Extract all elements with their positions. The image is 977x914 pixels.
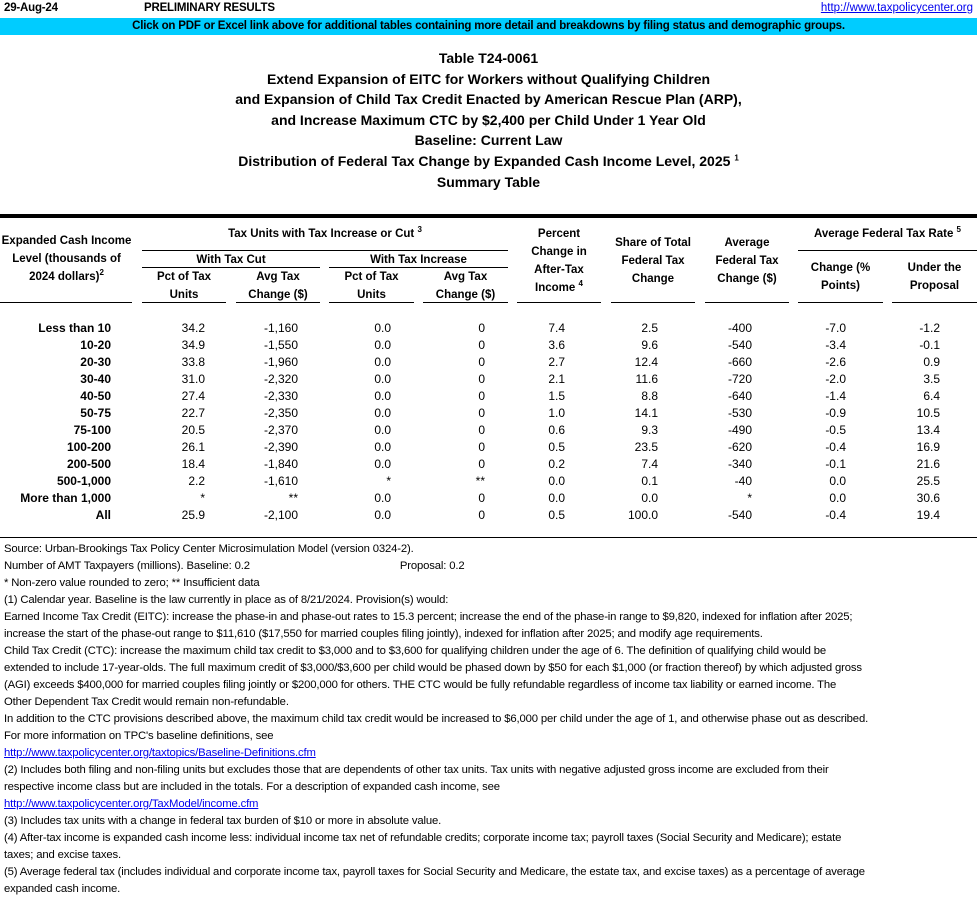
increase-avg-change: 0 [478,389,485,403]
avg-federal-change: -620 [727,440,752,454]
note-1: (1) Calendar year. Baseline is the law currently in place as of 8/21/2024. Provision(s) would: [4,594,449,606]
eitc-note-2: increase the start of the phase-out range to $11,610 ($17,550 for married couples filing jointly), indexed for inflation after 2025; and modify age requirements. [4,628,763,640]
share-total-change: 0.1 [641,474,658,488]
header-text: Units [357,289,386,301]
header-text: Pct of Tax [344,271,399,283]
header-avg-fed [705,234,789,288]
preliminary-label: PRELIMINARY RESULTS [144,2,275,14]
amt-note [4,558,976,575]
header-pct-after-tax [517,225,601,297]
avg-federal-change: -490 [727,423,752,437]
header-tax-units-group [142,225,508,243]
rate-under-proposal: 3.5 [923,372,940,386]
header-with-tax-increase: With Tax Increase [370,254,467,266]
income-level: Less than 10 [38,321,111,335]
note-3: (3) Includes tax units with a change in federal tax burden of $10 or more in absolute value. [4,815,442,827]
increase-avg-change: 0 [478,355,485,369]
table-row [0,337,940,354]
more-info-note: For more information on TPC's baseline definitions, see [4,730,274,742]
underline [517,302,601,303]
report-date: 29-Aug-24 [4,2,58,14]
header-text: Avg Tax [443,271,488,283]
header-text: Percent [537,228,581,240]
increase-avg-change: 0 [478,406,485,420]
increase-pct-units: 0.0 [374,406,391,420]
cut-avg-change: -1,160 [263,321,298,335]
header-top-rule [0,214,977,218]
amt-baseline: Number of AMT Taxpayers (millions). Baseline: 0.2 [4,560,250,572]
increase-avg-change: 0 [478,508,485,522]
legend-note: * Non-zero value rounded to zero; ** Insufficient data [4,577,260,589]
header-text: Level (thousands of [12,253,121,265]
tpc-home-link[interactable]: http://www.taxpolicycenter.org [820,2,973,14]
header-text: Average Federal Tax Rate [814,228,954,240]
note-2a: (2) Includes both filing and non-filing units but excludes those that are dependents of other tax units. Tax units with negative adjusted gross income are excluded from their [4,764,829,776]
note-5b: expanded cash income. [4,883,121,895]
footnote-ref: 4 [578,279,583,289]
share-total-change: 0.0 [641,491,658,505]
share-total-change: 2.5 [641,321,658,335]
header-with-tax-cut: With Tax Cut [196,254,266,266]
rate-under-proposal: 16.9 [916,440,940,454]
underline [0,302,132,303]
header-text: Change ($) [248,289,308,301]
share-total-change: 14.1 [634,406,658,420]
header-text: After-Tax [534,264,584,276]
header-text: Share of Total [615,237,691,249]
header-text: Pct of Tax [156,271,212,283]
note-2b: respective income class but are included in the totals. For a description of expanded cash income, see [4,781,500,793]
distribution-text: Distribution of Federal Tax Change by Expanded Cash Income Level, 2025 [238,152,731,169]
header-text: Federal Tax [715,255,779,267]
rate-under-proposal: -1.2 [919,321,940,335]
increase-pct-units: 0.0 [374,423,391,437]
pct-change-after-tax: 0.0 [548,491,565,505]
footnote-ref: 2 [99,268,104,278]
header-text: Change ($) [717,273,777,285]
increase-avg-change: 0 [478,423,485,437]
rate-change: -1.4 [825,389,846,403]
distribution-table [0,320,940,524]
avg-federal-change: -530 [727,406,752,420]
rate-change: 0.0 [829,491,846,505]
increase-avg-change: 0 [478,440,485,454]
header-text: 2024 dollars) [29,271,100,283]
pct-change-after-tax: 2.7 [548,355,565,369]
header-text: Average [724,237,770,249]
ctc-note-1: Child Tax Credit (CTC): increase the maximum child tax credit to $3,000 and to $3,600 for qualifying children under the age of 6. The definition of qualifying child would be [4,645,827,657]
cut-avg-change: -1,840 [263,457,298,471]
cut-pct-units: 31.0 [181,372,205,386]
rate-change: -3.4 [825,338,846,352]
pct-change-after-tax: 3.6 [548,338,565,352]
header-inc-avg [423,268,508,304]
table-row [0,371,940,388]
income-level: 500-1,000 [56,474,111,488]
rate-under-proposal: 0.9 [923,355,940,369]
header-text: Change ($) [435,289,496,301]
top-bar [0,0,977,17]
pct-change-after-tax: 0.2 [548,457,565,471]
income-level: 20-30 [80,355,111,369]
income-level: 200-500 [66,457,111,471]
increase-pct-units: * [386,474,391,488]
header-text: Change in [531,246,587,258]
header-text: Expanded Cash Income [1,235,132,247]
pct-change-after-tax: 7.4 [548,321,565,335]
header-cut-pct [142,268,226,304]
table-bottom-rule [0,537,977,538]
rate-under-proposal: 25.5 [916,474,940,488]
summary-title: Summary Table [436,173,541,190]
cut-pct-units: * [200,491,205,505]
increase-pct-units: 0.0 [374,440,391,454]
increase-pct-units: 0.0 [374,372,391,386]
table-row [0,473,940,490]
table-row [0,320,940,337]
increase-pct-units: 0.0 [374,389,391,403]
baseline-title: Baseline: Current Law [414,132,563,149]
ctc-note-3: (AGI) exceeds $400,000 for married couples filing jointly or $200,000 for others. THE CTC would be fully refundable regardless of income tax liability or earned income. The [4,679,837,691]
rate-under-proposal: 10.5 [916,406,940,420]
header-rate-change [798,259,883,295]
header-text: Units [169,289,199,301]
rate-under-proposal: 30.6 [916,491,940,505]
distribution-title [0,151,977,172]
increase-pct-units: 0.0 [374,508,391,522]
header-text: Change (% [810,262,871,274]
cut-pct-units: 34.9 [181,338,205,352]
header-text: Avg Tax [256,271,300,283]
income-level: 75-100 [73,423,111,437]
table-row [0,388,940,405]
share-total-change: 8.8 [641,389,658,403]
increase-pct-units: 0.0 [374,338,391,352]
table-row [0,354,940,371]
cut-avg-change: -1,550 [263,338,298,352]
header-text [0,268,133,286]
rate-change: -0.4 [825,508,846,522]
income-definition-link[interactable]: http://www.taxpolicycenter.org/TaxModel/income.cfm [4,798,259,810]
pct-change-after-tax: 0.5 [548,508,565,522]
header-share [611,234,695,288]
footnote-ref: 1 [734,153,739,163]
cut-pct-units: 20.5 [181,423,205,437]
cut-pct-units: 18.4 [181,457,205,471]
cut-pct-units: 26.1 [181,440,205,454]
header-inc-pct [329,268,414,304]
baseline-definitions-link[interactable]: http://www.taxpolicycenter.org/taxtopics/Baseline-Definitions.cfm [4,747,316,759]
cut-avg-change: -2,330 [263,389,298,403]
pct-change-after-tax: 0.0 [548,474,565,488]
table-row [0,507,940,524]
header-text: Tax Units with Tax Increase or Cut [228,228,415,240]
income-level: 30-40 [80,372,111,386]
header-cut-avg [236,268,320,304]
avg-federal-change: -40 [734,474,752,488]
avg-federal-change: -400 [727,321,752,335]
avg-federal-change: -340 [727,457,752,471]
income-level: 100-200 [66,440,111,454]
pct-change-after-tax: 0.6 [548,423,565,437]
header-text: Proposal [909,280,960,292]
amt-proposal: Proposal: 0.2 [399,560,465,572]
increase-avg-change: 0 [478,491,485,505]
cut-avg-change: -2,100 [263,508,298,522]
underline [423,302,508,303]
title-line-1: Extend Expansion of EITC for Workers without Qualifying Children [266,70,711,87]
footnote-ref: 5 [956,225,961,235]
eitc-note-1: Earned Income Tax Credit (EITC): increase the phase-in and phase-out rates to 15.3 percent; increase the end of the phase-in range to $9,820, indexed for inflation after 2025; [4,611,853,623]
header-text: Federal Tax [621,255,685,267]
rate-change: -0.5 [825,423,846,437]
cut-pct-units: 27.4 [181,389,205,403]
header-text: Points) [821,280,860,292]
cut-pct-units: 2.2 [188,474,205,488]
underline [892,302,977,303]
cut-avg-change: -1,960 [263,355,298,369]
share-total-change: 7.4 [641,457,658,471]
cut-pct-units: 22.7 [181,406,205,420]
avg-federal-change: -660 [727,355,752,369]
footnote-ref: 3 [417,225,422,235]
title-line-3: and Increase Maximum CTC by $2,400 per Child Under 1 Year Old [271,111,706,128]
rate-change: -0.9 [825,406,846,420]
title-line-2: and Expansion of Child Tax Credit Enacted by American Rescue Plan (ARP), [235,91,742,108]
rate-change: -2.0 [825,372,846,386]
rate-change: -2.6 [825,355,846,369]
increase-pct-units: 0.0 [374,321,391,335]
note-4a: (4) After-tax income is expanded cash income less: individual income tax net of refundable credits; corporate income tax; payroll taxes (Social Security and Medicare); estate [4,832,842,844]
table-row [0,490,940,507]
baseline-definitions-link-row [4,745,976,762]
pct-change-after-tax: 2.1 [548,372,565,386]
underline [611,302,695,303]
footnotes [4,541,976,898]
underline [329,302,414,303]
pct-change-after-tax: 1.5 [548,389,565,403]
avg-federal-change: -540 [727,508,752,522]
table-row [0,422,940,439]
share-total-change: 9.3 [641,423,658,437]
header-text [517,279,601,297]
source-note: Source: Urban-Brookings Tax Policy Center Microsimulation Model (version 0324-2). [4,543,414,555]
avg-federal-change: -720 [727,372,752,386]
underline [798,250,977,251]
increase-pct-units: 0.0 [374,355,391,369]
income-level: 40-50 [80,389,111,403]
income-level: All [95,508,111,522]
increase-avg-change: ** [475,474,485,488]
table-titles [0,48,977,192]
share-total-change: 12.4 [634,355,658,369]
header-income-level [0,232,133,286]
rate-change: 0.0 [829,474,846,488]
table-row [0,439,940,456]
income-level: 10-20 [80,338,111,352]
rate-under-proposal: 21.6 [916,457,940,471]
avg-federal-change: -640 [727,389,752,403]
note-4b: taxes; and excise taxes. [4,849,121,861]
cut-avg-change: ** [288,491,298,505]
note-5a: (5) Average federal tax (includes individual and corporate income tax, payroll taxes for Social Security and Medicare, the estate tax, and excise taxes) as a percentage of average [4,866,865,878]
header-text: Change [631,273,675,285]
share-total-change: 23.5 [634,440,658,454]
increase-avg-change: 0 [478,457,485,471]
rate-under-proposal: 13.4 [916,423,940,437]
cut-avg-change: -2,320 [263,372,298,386]
rate-under-proposal: 19.4 [916,508,940,522]
cut-pct-units: 25.9 [181,508,205,522]
underline [142,302,226,303]
cut-pct-units: 33.8 [181,355,205,369]
additional-note: In addition to the CTC provisions described above, the maximum child tax credit would be increased to $6,000 per child under the age of 1, and otherwise phase out as described. [4,713,869,725]
pct-change-after-tax: 1.0 [548,406,565,420]
increase-pct-units: 0.0 [374,491,391,505]
avg-federal-change: -540 [727,338,752,352]
table-row [0,405,940,422]
cut-pct-units: 34.2 [181,321,205,335]
share-total-change: 9.6 [641,338,658,352]
underline [798,302,883,303]
header-rate-group [798,225,977,243]
table-id: Table T24-0061 [438,50,539,66]
cut-avg-change: -2,350 [263,406,298,420]
income-level: More than 1,000 [20,491,111,505]
increase-avg-change: 0 [478,321,485,335]
ctc-note-2: extended to include 17-year-olds. The full maximum credit of $3,000/$3,600 per child would be phased down by $50 for each $1,000 (or fraction thereof) by which adjusted gross [4,662,862,674]
avg-federal-change: * [747,491,752,505]
header-text: Income [535,282,576,294]
header-text: Under the [907,262,962,274]
rate-under-proposal: -0.1 [919,338,940,352]
cut-avg-change: -2,390 [263,440,298,454]
rate-change: -0.4 [825,440,846,454]
table-row [0,456,940,473]
underline [236,302,320,303]
income-level: 50-75 [80,406,111,420]
pct-change-after-tax: 0.5 [548,440,565,454]
increase-pct-units: 0.0 [374,457,391,471]
header-rate-under [892,259,977,295]
underline [705,302,789,303]
info-banner: Click on PDF or Excel link above for additional tables containing more detail and breakdowns by filing status and demographic groups. [0,18,977,35]
rate-change: -7.0 [825,321,846,335]
cut-avg-change: -2,370 [263,423,298,437]
income-link-row [4,796,976,813]
increase-avg-change: 0 [478,338,485,352]
share-total-change: 11.6 [635,372,658,386]
cut-avg-change: -1,610 [263,474,298,488]
rate-under-proposal: 6.4 [923,389,940,403]
rate-change: -0.1 [825,457,846,471]
ctc-note-4: Other Dependent Tax Credit would remain non-refundable. [4,696,289,708]
increase-avg-change: 0 [478,372,485,386]
share-total-change: 100.0 [627,508,658,522]
